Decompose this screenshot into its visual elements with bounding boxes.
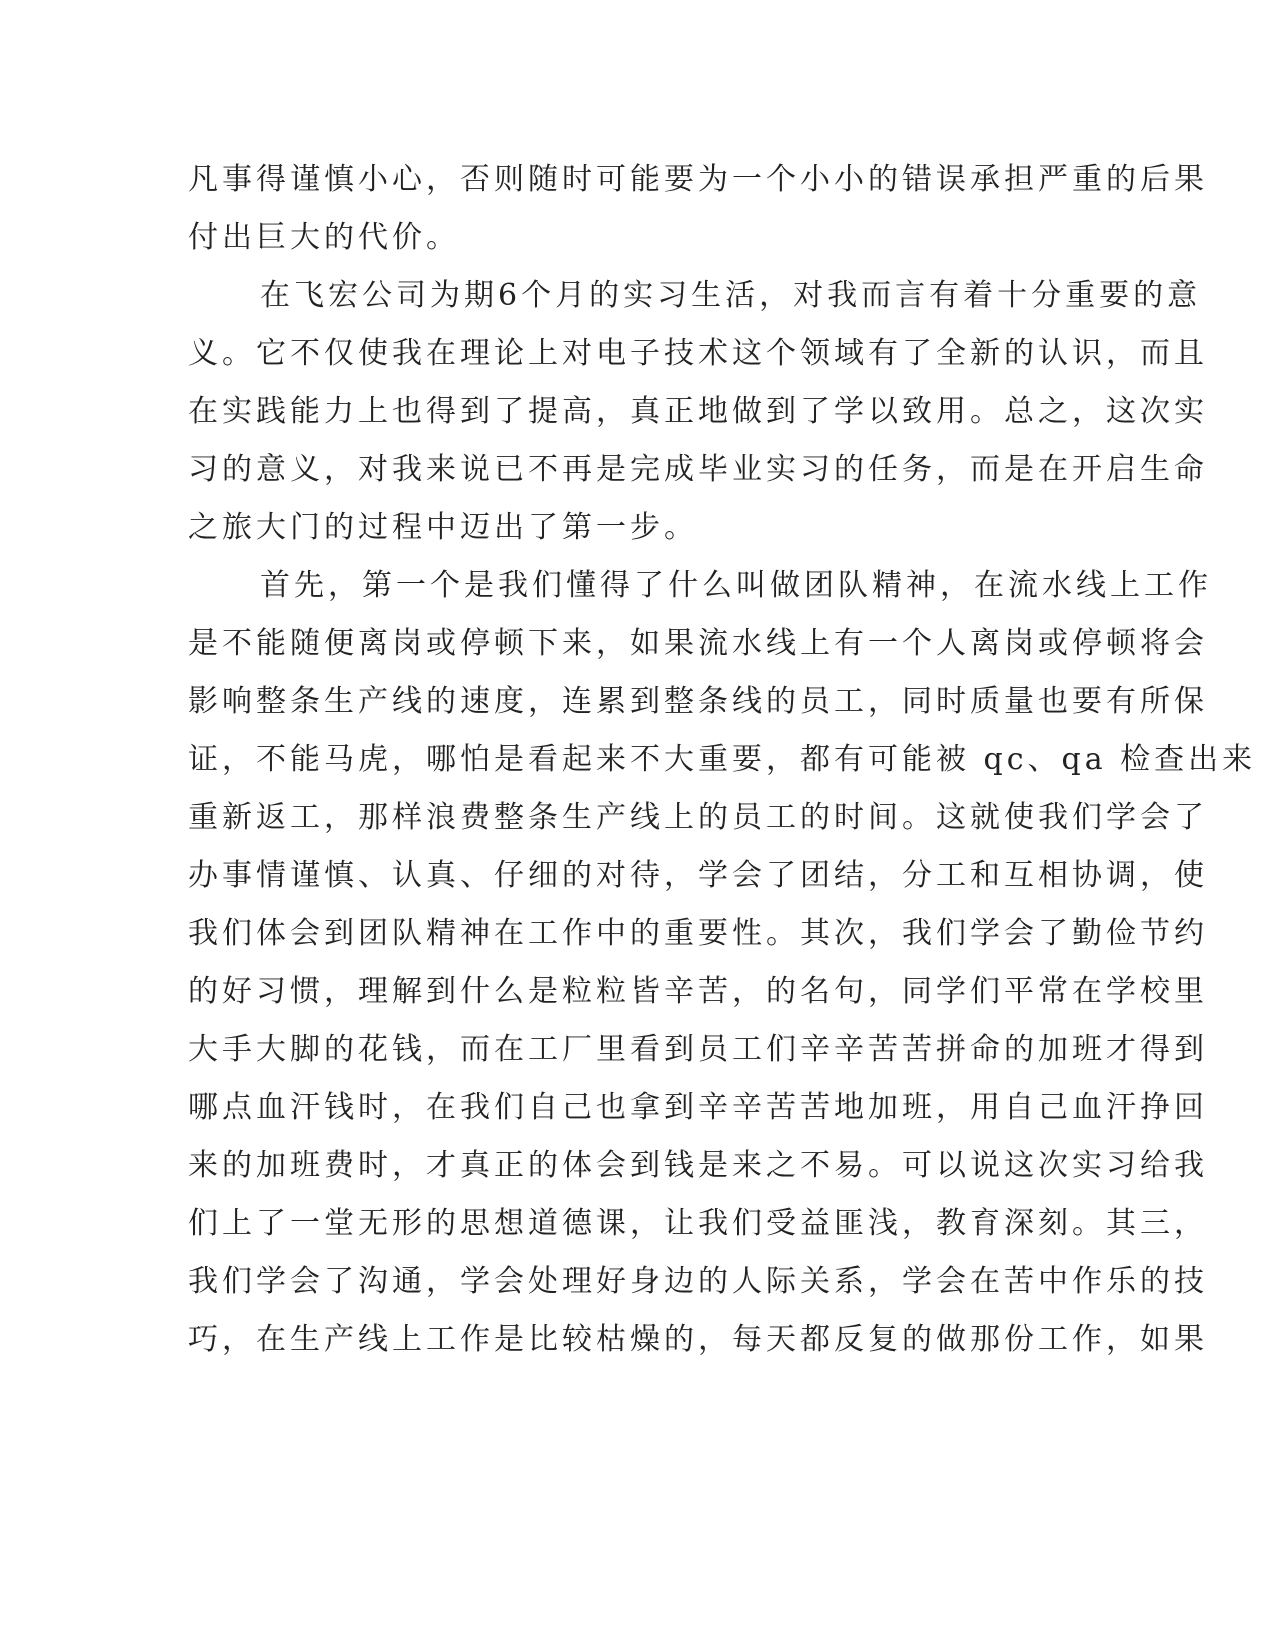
text-line: 证，不能马虎，哪怕是看起来不大重要，都有可能被 qc、qa 检查出来 (188, 742, 1257, 777)
paragraph-start-line: 在飞宏公司为期6个月的实习生活，对我而言有着十分重要的意 (260, 278, 1202, 313)
text-line: 影响整条生产线的速度，连累到整条线的员工，同时质量也要有所保 (188, 684, 1208, 719)
text-line: 大手大脚的花钱，而在工厂里看到员工们辛辛苦苦拼命的加班才得到 (188, 1032, 1208, 1067)
text-line: 付出巨大的代价。 (188, 220, 460, 255)
text-line: 凡事得谨慎小心，否则随时可能要为一个小小的错误承担严重的后果 (188, 162, 1208, 197)
paragraph-start-line: 首先，第一个是我们懂得了什么叫做团队精神，在流水线上工作 (260, 568, 1212, 603)
text-line: 是不能随便离岗或停顿下来，如果流水线上有一个人离岗或停顿将会 (188, 626, 1208, 661)
text-line: 在实践能力上也得到了提高，真正地做到了学以致用。总之，这次实 (188, 394, 1208, 429)
text-line: 办事情谨慎、认真、仔细的对待，学会了团结，分工和互相协调，使 (188, 858, 1208, 893)
text-line: 我们体会到团队精神在工作中的重要性。其次，我们学会了勤俭节约 (188, 916, 1208, 951)
text-line: 的好习惯，理解到什么是粒粒皆辛苦，的名句，同学们平常在学校里 (188, 974, 1208, 1009)
text-line: 重新返工，那样浪费整条生产线上的员工的时间。这就使我们学会了 (188, 800, 1208, 835)
text-line: 之旅大门的过程中迈出了第一步。 (188, 510, 698, 545)
text-line: 我们学会了沟通，学会处理好身边的人际关系，学会在苦中作乐的技 (188, 1264, 1208, 1299)
text-line: 来的加班费时，才真正的体会到钱是来之不易。可以说这次实习给我 (188, 1148, 1208, 1183)
text-line: 们上了一堂无形的思想道德课，让我们受益匪浅，教育深刻。其三， (188, 1206, 1208, 1241)
text-line: 巧，在生产线上工作是比较枯燥的，每天都反复的做那份工作，如果 (188, 1322, 1208, 1357)
text-line: 习的意义，对我来说已不再是完成毕业实习的任务，而是在开启生命 (188, 452, 1208, 487)
text-line: 义。它不仅使我在理论上对电子技术这个领域有了全新的认识，而且 (188, 336, 1208, 371)
text-line: 哪点血汗钱时，在我们自己也拿到辛辛苦苦地加班，用自己血汗挣回 (188, 1090, 1208, 1125)
